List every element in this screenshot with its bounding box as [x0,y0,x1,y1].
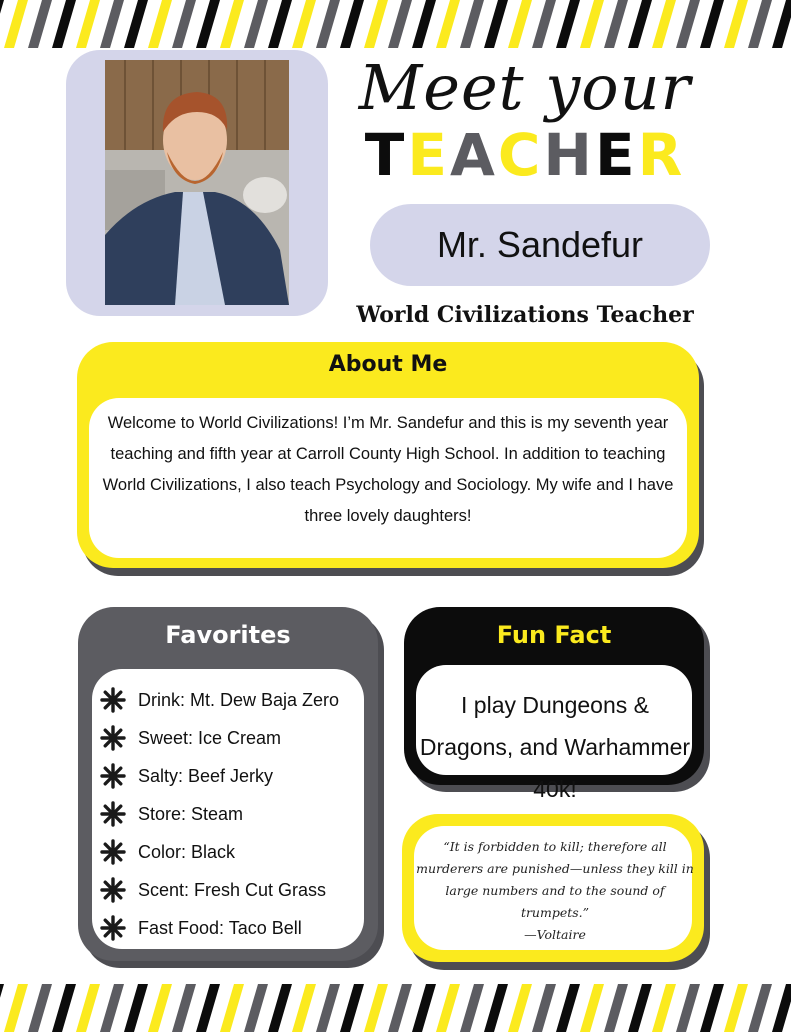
stripe [436,0,460,48]
stripe [484,0,508,48]
stripe [268,984,292,1032]
asterisk-star-icon [100,839,126,865]
stripe [484,984,508,1032]
stripe [28,984,52,1032]
stripe [340,984,364,1032]
asterisk-star-icon [100,725,126,751]
stripe [652,0,676,48]
stripe [748,0,772,48]
favorites-heading: Favorites [165,621,291,649]
stripe [508,0,532,48]
quote-line: trumpets.” [520,905,590,920]
stripe [556,984,580,1032]
stripe [4,0,28,48]
about-text: Welcome to World Civilizations! I’m Mr. Sandefur and this is my seventh year teaching and fifth year at Carroll County High School. In addition to teaching World Civilizations, I also teach Psychology and Sociology. My wife and I have three lovely daughters! [102,414,674,525]
favorite-item-label: Color: Black [138,841,236,862]
teacher-name: Mr. Sandefur [370,204,710,286]
stripe [76,984,100,1032]
stripe [292,984,316,1032]
meet-your-script-title: Meet your [358,51,692,124]
stripe [364,984,388,1032]
stripe [532,984,556,1032]
stripe [436,984,460,1032]
title-letter: E [594,121,638,189]
teacher-photo [105,60,289,305]
title-letter: A [449,121,498,189]
stripe [628,984,652,1032]
top-stripe-border [0,0,791,48]
stripe [52,984,76,1032]
stripe [196,0,220,48]
favorite-item-label: Store: Steam [138,803,244,824]
stripe [388,984,412,1032]
stripe [748,984,772,1032]
favorite-item-label: Scent: Fresh Cut Grass [138,879,327,900]
stripe [196,984,220,1032]
stripe [124,984,148,1032]
title-letter: C [497,121,544,189]
favorite-item [100,795,370,833]
stripe [0,0,4,48]
asterisk-star-icon [100,877,126,903]
quote-line: —Voltaire [524,927,586,942]
asterisk-star-icon [100,915,126,941]
asterisk-star-icon [100,801,126,827]
stripe [724,984,748,1032]
stripe [508,984,532,1032]
stripe [316,984,340,1032]
favorite-item [100,681,370,719]
quote-line: “It is forbidden to kill; therefore all [443,839,667,854]
stripe [220,984,244,1032]
asterisk-star-icon [100,763,126,789]
favorites-list [100,681,370,947]
stripe [460,0,484,48]
stripe [4,984,28,1032]
teacher-role: World Civilizations Teacher [356,302,694,328]
fun-fact-text: I play Dungeons & Dragons, and Warhammer 40k! [419,692,691,802]
favorite-item-label: Drink: Mt. Dew Baja Zero [138,689,340,710]
stripe [316,0,340,48]
favorite-item-label: Sweet: Ice Cream [138,727,282,748]
stripe [0,984,4,1032]
stripe [244,0,268,48]
stripe [772,0,791,48]
stripe [700,984,724,1032]
bottom-stripe-border [0,984,791,1032]
favorite-item [100,719,370,757]
stripe [100,984,124,1032]
about-heading: About Me [328,352,448,377]
stripe [604,0,628,48]
stripe [76,0,100,48]
stripe [148,984,172,1032]
stripe [412,0,436,48]
favorite-item-label: Fast Food: Taco Bell [138,917,302,938]
stripe [460,984,484,1032]
stripe [220,0,244,48]
stripe [532,0,556,48]
title-letter: R [637,121,686,189]
fun-fact-heading: Fun Fact [496,621,612,649]
favorite-item [100,757,370,795]
stripe [292,0,316,48]
favorite-item-label: Salty: Beef Jerky [138,765,274,786]
stripe [172,984,196,1032]
teacher-title [340,120,710,190]
quote-text [414,836,696,946]
stripe [724,0,748,48]
stripe [124,0,148,48]
stripe [676,0,700,48]
favorite-item [100,833,370,871]
stripe [244,984,268,1032]
stripe [340,0,364,48]
stripe [700,0,724,48]
stripe [364,0,388,48]
stripe [580,0,604,48]
stripe [28,0,52,48]
title-letter: T [364,121,408,189]
quote-line: large numbers and to the sound of [445,883,665,898]
asterisk-star-icon [100,687,126,713]
stripe [652,984,676,1032]
title-letter: E [407,121,450,189]
stripe [772,984,791,1032]
stripe [628,0,652,48]
stripe [676,984,700,1032]
stripe [172,0,196,48]
stripe [580,984,604,1032]
stripe [412,984,436,1032]
quote-line: murderers are punished—unless they kill in [416,861,694,876]
favorite-item [100,871,370,909]
stripe [556,0,580,48]
favorite-item [100,909,370,947]
stripe [148,0,172,48]
stripe [604,984,628,1032]
stripe [268,0,292,48]
title-letter: H [543,121,595,189]
stripe [100,0,124,48]
stripe [388,0,412,48]
stripe [52,0,76,48]
